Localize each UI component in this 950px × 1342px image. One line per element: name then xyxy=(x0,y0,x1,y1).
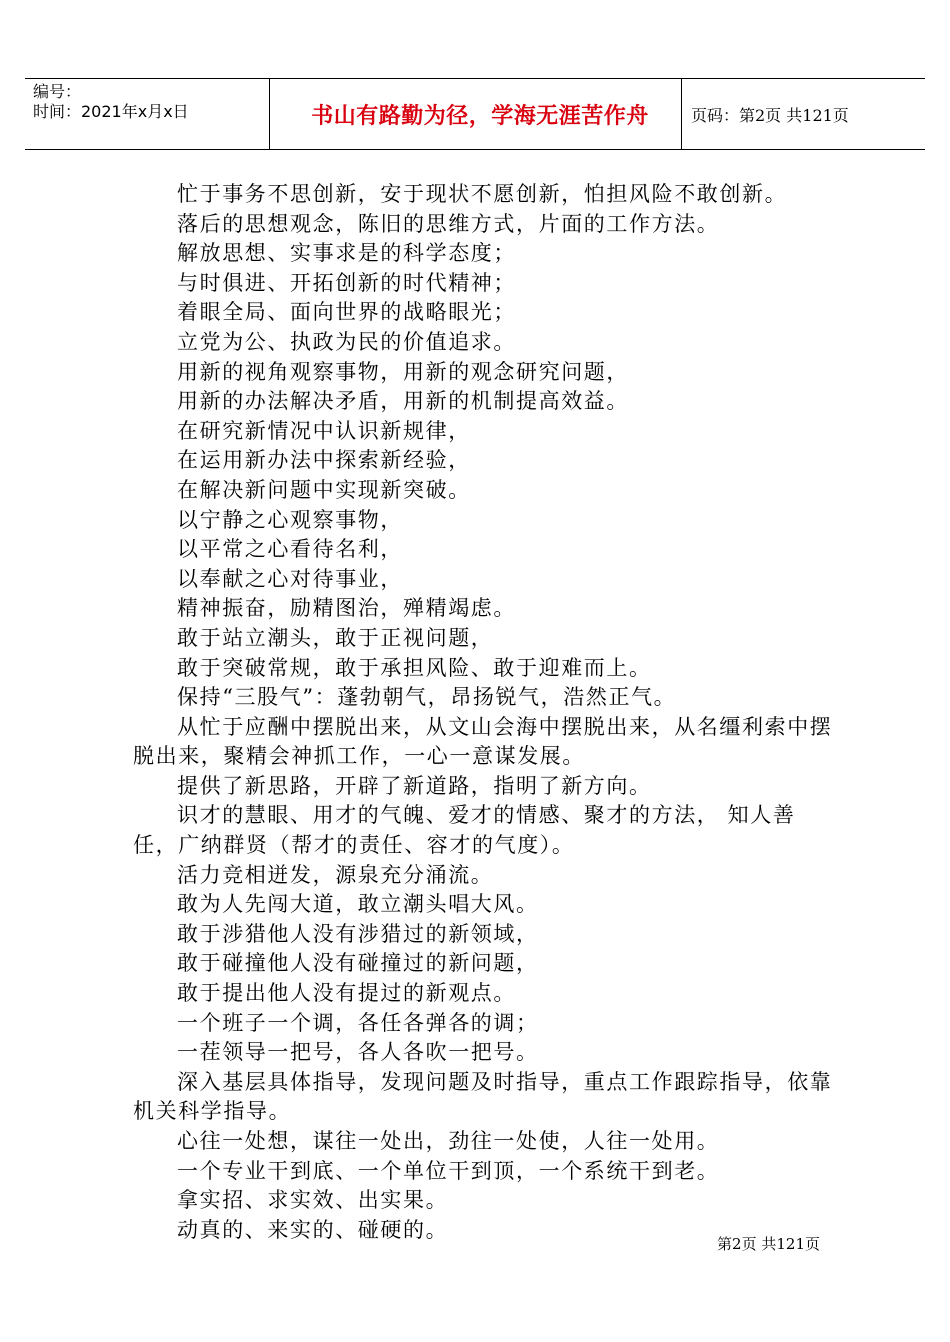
body-paragraph: 立党为公、执政为民的价值追求。 xyxy=(177,329,516,354)
header-divider-right xyxy=(681,79,682,149)
body-paragraph: 一茬领导一把号，各人各吹一把号。 xyxy=(177,1040,539,1065)
body-paragraph: 以宁静之心观察事物， xyxy=(177,507,403,532)
serial-number-label: 编号： xyxy=(33,82,82,101)
body-paragraph: 用新的办法解决矛盾，用新的机制提高效益。 xyxy=(177,389,629,414)
date-label: 时间：2021年x月x日 xyxy=(33,102,189,121)
body-paragraph: 敢于突破常规，敢于承担风险、敢于迎难而上。 xyxy=(177,655,652,680)
body-paragraph: 在解决新问题中实现新突破。 xyxy=(177,477,471,502)
page-header xyxy=(25,78,925,150)
body-paragraph: 忙于事务不思创新，安于现状不愿创新，怕担风险不敢创新。 xyxy=(177,182,788,206)
body-paragraph: 识才的慧眼、用才的气魄、爱才的情感、聚才的方法， 知人善任，广纳群贤（帮才的责任、容才的气度）。 xyxy=(133,803,796,858)
body-paragraph: 活力竞相迸发，源泉充分涌流。 xyxy=(177,862,494,887)
body-paragraph: 动真的、来实的、碰硬的。 xyxy=(177,1217,449,1242)
body-paragraph: 与时俱进、开拓创新的时代精神； xyxy=(177,270,516,295)
page-footer: 第2页 共121页 xyxy=(717,1235,820,1253)
header-meta xyxy=(33,82,189,122)
body-paragraph: 提供了新思路，开辟了新道路，指明了新方向。 xyxy=(177,773,652,798)
body-paragraph: 一个专业干到底、一个单位干到顶，一个系统干到老。 xyxy=(177,1158,720,1183)
body-paragraph: 敢为人先闯大道，敢立潮头唱大风。 xyxy=(177,892,539,917)
body-paragraph: 敢于碰撞他人没有碰撞过的新问题， xyxy=(177,951,539,976)
body-paragraph: 心往一处想，谋往一处出，劲往一处使，人往一处用。 xyxy=(177,1129,720,1153)
body-paragraph: 一个班子一个调，各任各弹各的调； xyxy=(177,1010,539,1035)
body-paragraph: 敢于提出他人没有提过的新观点。 xyxy=(177,981,516,1006)
header-divider-left xyxy=(269,79,270,149)
body-paragraph: 敢于站立潮头，敢于正视问题， xyxy=(177,625,494,650)
body-paragraph: 解放思想、实事求是的科学态度； xyxy=(177,241,516,266)
body-paragraph: 精神振奋，励精图治，殚精竭虑。 xyxy=(177,596,516,621)
header-page-info: 页码：第2页 共121页 xyxy=(691,106,849,125)
document-body xyxy=(133,180,833,1245)
body-paragraph: 以奉献之心对待事业， xyxy=(177,566,403,591)
body-paragraph: 用新的视角观察事物，用新的观念研究问题， xyxy=(177,359,629,384)
body-paragraph: 以平常之心看待名利， xyxy=(177,537,403,562)
body-paragraph: 拿实招、求实效、出实果。 xyxy=(177,1188,449,1213)
body-paragraph: 在运用新办法中探索新经验， xyxy=(177,448,471,473)
header-motto: 书山有路勤为径，学海无涯苦作舟 xyxy=(311,104,649,129)
body-paragraph: 落后的思想观念，陈旧的思维方式，片面的工作方法。 xyxy=(177,211,720,236)
body-paragraph: 敢于涉猎他人没有涉猎过的新领域， xyxy=(177,921,539,946)
body-paragraph: 着眼全局、面向世界的战略眼光； xyxy=(177,300,516,325)
body-paragraph: 在研究新情况中认识新规律， xyxy=(177,418,471,443)
body-paragraph: 保持“三股气”：蓬勃朝气，昂扬锐气，浩然正气。 xyxy=(177,685,677,710)
body-paragraph: 从忙于应酬中摆脱出来，从文山会海中摆脱出来，从名缰利索中摆脱出来，聚精会神抓工作，一心一意谋发展。 xyxy=(133,714,833,769)
body-paragraph: 深入基层具体指导，发现问题及时指导，重点工作跟踪指导，依靠机关科学指导。 xyxy=(133,1069,833,1124)
